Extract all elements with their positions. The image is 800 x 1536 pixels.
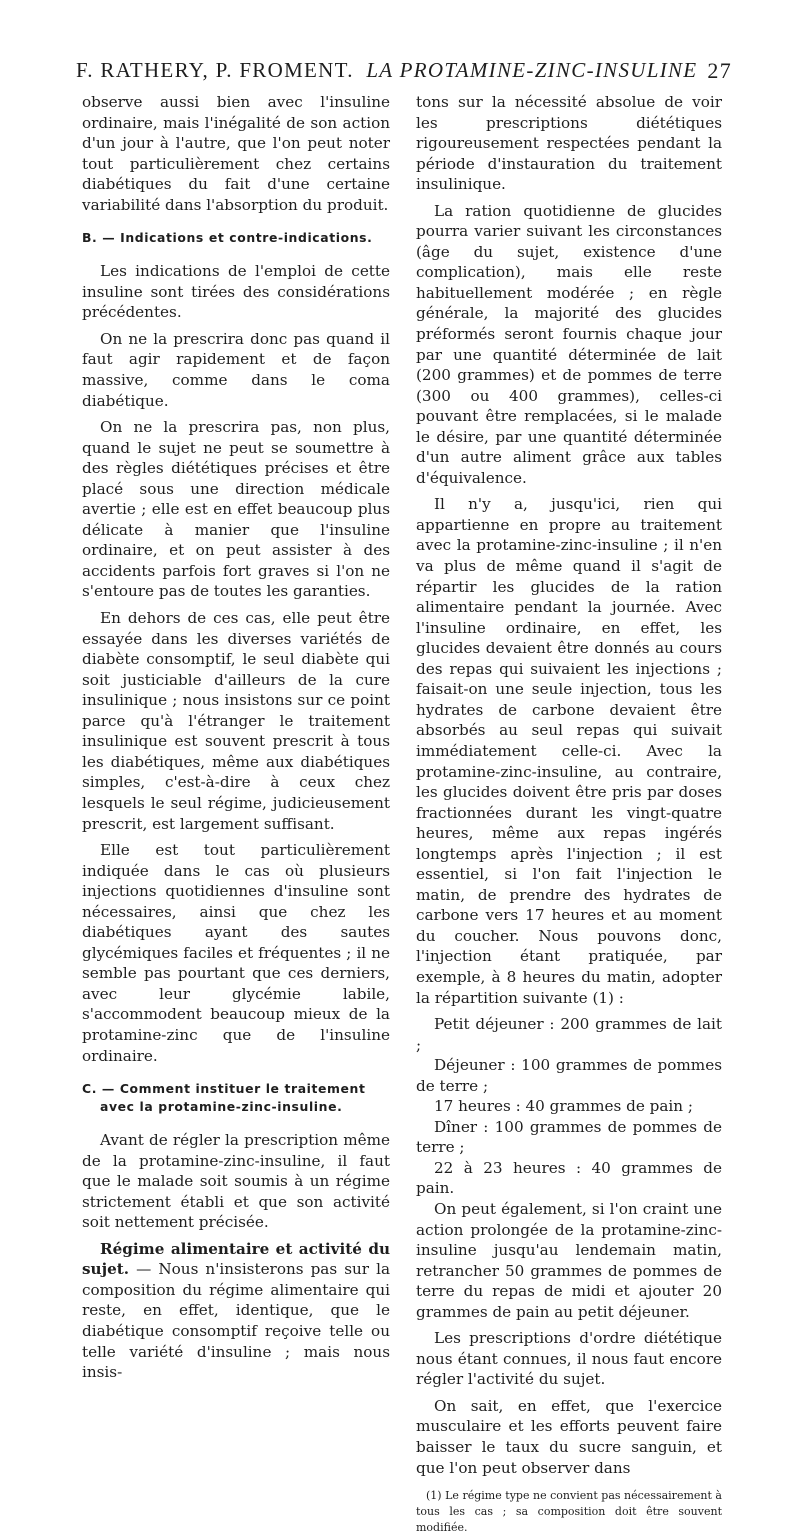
section-heading-c [82, 1080, 390, 1116]
subheading: Régime alimentaire et activité du sujet. [82, 1239, 390, 1279]
menu-item: Déjeuner : 100 grammes de pommes de terre ; [416, 1056, 722, 1095]
paragraph: On peut également, si l'on craint une action prolongée de la protamine-zinc-insuline jusqu'au lendemain matin, retrancher 50 grammes de pommes de terre du repas de midi et ajouter 20 grammes de pain au petit déjeuner. [416, 1199, 722, 1321]
paragraph: Les prescriptions d'ordre diététique nous étant connues, il nous faut encore régler l'activité du sujet. [416, 1329, 722, 1389]
section-heading-c-line2: avec la protamine-zinc-insuline. [100, 1099, 343, 1115]
paragraph: observe aussi bien avec l'insuline ordinaire, mais l'inégalité de son action d'un jour à l'autre, que l'on peut noter tout particulièrement chez certains diabétiques du fait d'une certaine variabilité dans l'absorption du produit. [82, 93, 390, 214]
paragraph: On ne la prescrira pas, non plus, quand le sujet ne peut se soumettre à des règles diététiques précises et être placé sous une direction médicale avertie ; elle est en effet beaucoup plus délicate à manier que l'insuline ordinaire, et on peut assister à des accidents parfois fort graves si l'on ne s'entoure pas de toutes les garanties. [82, 418, 390, 601]
page-number: 27 [707, 58, 732, 83]
menu-item: 17 heures : 40 grammes de pain ; [434, 1097, 694, 1116]
paragraph: tons sur la nécessité absolue de voir les prescriptions diététiques rigoureusement respectées pendant la période d'instauration du traitement insulinique. [416, 93, 722, 194]
subheading-text: — Nous n'insisterons pas sur la composition du régime alimentaire qui reste, en effet, identique, que le diabétique consomptif reçoive telle ou telle variété d'insuline ; mais nous insis- [82, 1260, 391, 1382]
footnote: (1) Le régime type ne convient pas nécessairement à tous les cas ; sa composition doit être souvent modifiée. [416, 1489, 722, 1535]
paragraph: Elle est tout particulièrement indiquée dans le cas où plusieurs injections quotidiennes d'insuline sont nécessaires, ainsi que chez les diabétiques ayant des sautes glycémiques faciles et fréquentes ; il ne semble pas pourtant que ces derniers, avec leur glycémie labile, s'accommodent beaucoup mieux de la protamine-zinc que de l'insuline ordinaire. [82, 841, 390, 1065]
paragraph: Les indications de l'emploi de cette insuline sont tirées des considérations précédentes. [82, 262, 390, 322]
menu-item: Dîner : 100 grammes de pommes de terre ; [416, 1117, 722, 1157]
header-authors: F. RATHERY, P. FROMENT. [76, 58, 354, 82]
paragraph: Il n'y a, jusqu'ici, rien qui appartienne en propre au traitement avec la protamine-zinc-insuline ; il n'en va plus de même quand il s'agit de répartir les glucides de la ration alimentaire pendant la journée. Avec l'insuline ordinaire, en effet, les glucides devaient être donnés au cours des repas qui suivaient les injections ; faisait-on une seule injection, tous les hydrates de carbone devaient être absorbés au seul repas qui suivait immédiatement celle-ci. Avec la protamine-zinc-insuline, au contraire, les glucides doivent être pris par doses fractionnées durant les vingt-quatre heures, même aux repas ingérés longtemps après l'injection ; il est essentiel, si l'on fait l'injection le matin, de prendre des hydrates de carbone vers 17 heures et au moment du coucher. Nous pouvons donc, l'injection étant pratiquée, par exemple, à 8 heures du matin, adopter la répartition suivante (1) : [416, 495, 722, 1007]
left-column [82, 92, 390, 1389]
running-header [76, 58, 732, 83]
paragraph: On sait, en effet, que l'exercice musculaire et les efforts peuvent faire baisser le taux du sucre sanguin, et que l'on peut observer dans [416, 1396, 722, 1477]
section-heading-b: B. — Indications et contre-indications. [82, 230, 373, 246]
header-title: LA PROTAMINE-ZINC-INSULINE [366, 58, 698, 82]
section-heading-c-line1: C. — Comment instituer le traitement [82, 1081, 366, 1097]
menu-item: 22 à 23 heures : 40 grammes de pain. [416, 1158, 722, 1198]
paragraph: On ne la prescrira donc pas quand il faut agir rapidement et de façon massive, comme dans le coma diabétique. [82, 329, 390, 410]
paragraph: La ration quotidienne de glucides pourra varier suivant les circonstances (âge du sujet, existence d'une complication), mais elle reste habituellement modérée ; en règle générale, la majorité des glucides préformés seront fournis chaque jour par une quantité déterminée de lait (200 grammes) et de pommes de terre (300 ou 400 grammes), celles-ci pouvant être remplacées, si le malade le désire, par une quantité déterminée d'un autre aliment grâce aux tables d'équivalence. [416, 201, 722, 487]
menu-item: Petit déjeuner : 200 grammes de lait ; [416, 1015, 722, 1054]
paragraph: En dehors de ces cas, elle peut être essayée dans les diverses variétés de diabète consomptif, le seul diabète qui soit justiciable d'ailleurs de la cure insulinique ; nous insistons sur ce point parce qu'à l'étranger le traitement insulinique est souvent prescrit à tous les diabétiques, même aux diabétiques simples, c'est-à-dire à ceux chez lesquels le seul régime, judicieusement prescrit, est largement suffisant. [82, 609, 390, 833]
paragraph-with-subhead [82, 1239, 390, 1383]
paragraph: Avant de régler la prescription même de la protamine-zinc-insuline, il faut que le malade soit soumis à un régime strictement établi et que son activité soit nettement précisée. [82, 1131, 390, 1232]
right-column [416, 92, 722, 1536]
